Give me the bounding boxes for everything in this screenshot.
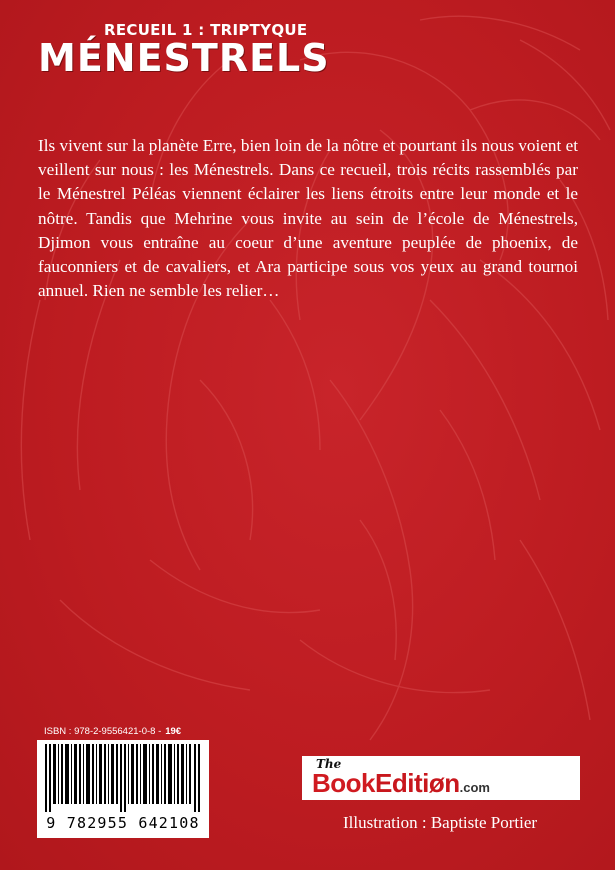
illustration-credit: Illustration : Baptiste Portier [343, 813, 538, 832]
logo-edition-end: n [444, 768, 460, 798]
barcode [37, 740, 209, 838]
logo-edition: Editi [375, 768, 429, 798]
series-subtitle: RECUEIL 1 : TRIPTYQUE [104, 21, 308, 39]
isbn-text: ISBN : 978-2-9556421-0-8 - [44, 726, 162, 737]
book-title: MÉNESTRELS [38, 36, 330, 80]
price: 19€ [165, 726, 182, 737]
logo-wordmark [312, 768, 490, 799]
logo-dotcom: .com [459, 780, 490, 795]
logo-the: The [316, 757, 342, 771]
barcode-bars [43, 744, 203, 812]
publisher-logo [302, 756, 580, 800]
isbn-price-line [44, 726, 181, 737]
barcode-digits: 9 782955 642108 [46, 814, 200, 832]
back-cover-blurb: Ils vivent sur la planète Erre, bien loin de la nôtre et pourtant ils nous voient et veillent sur nous : les Ménestrels. Dans ce recueil, trois récits rassemblés par le Ménestrel Péléas viennent éclairer les liens étroits entre leur monde et le nôtre. Tandis que Mehrine vous invite au sein de l’école de Ménestrels, Djimon vous entraîne au coeur d’une aventure peuplée de phoenix, de fauconniers et de cavaliers, et Ara participe sous vos yeux au grand tournoi annuel. Rien ne semble les relier… [38, 136, 578, 301]
logo-pen-icon: ø [428, 768, 445, 798]
logo-book: Book [312, 768, 375, 798]
